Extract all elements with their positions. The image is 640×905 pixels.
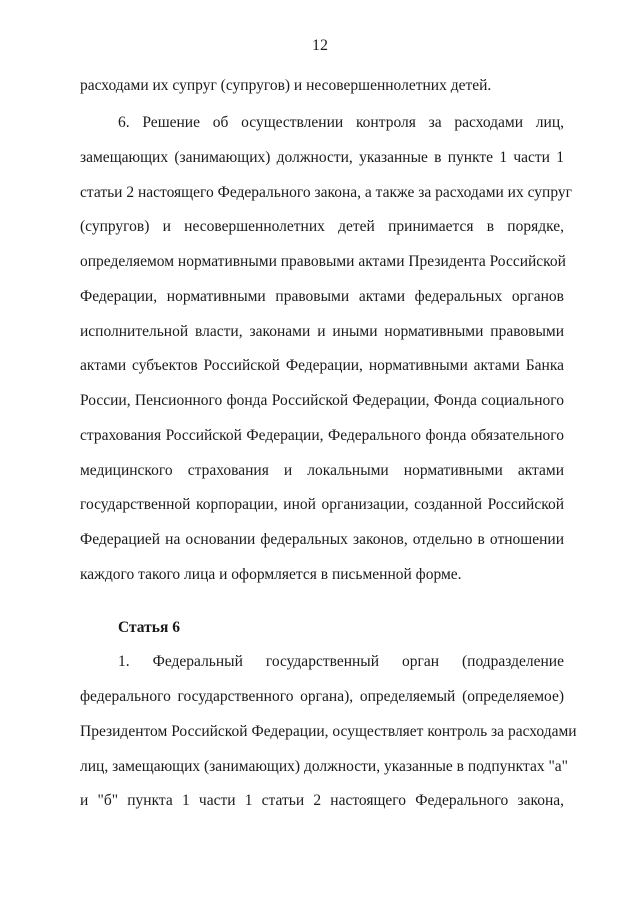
text-line: лиц, замещающих (занимающих) должности, указанные в подпунктах "а" bbox=[80, 758, 568, 775]
text-line: Федерацией на основании федеральных законов, отдельно в отношении bbox=[80, 531, 564, 548]
text-line: России, Пенсионного фонда Российской Федерации, Фонда социального bbox=[80, 392, 564, 409]
text-line: расходами их супруг (супругов) и несовершеннолетних детей. bbox=[80, 77, 492, 94]
text-line: государственной корпорации, иной организации, созданной Российской bbox=[80, 496, 564, 513]
text-line: определяемом нормативными правовыми актами Президента Российской bbox=[80, 253, 566, 270]
text-line: Президентом Российской Федерации, осуществляет контроль за расходами bbox=[80, 723, 577, 740]
text-line: замещающих (занимающих) должности, указанные в пункте 1 части 1 bbox=[80, 149, 564, 166]
page-number: 12 bbox=[312, 37, 328, 54]
text-line: каждого такого лица и оформляется в письменной форме. bbox=[80, 566, 462, 583]
article-heading: Статья 6 bbox=[118, 619, 180, 636]
text-line: Федерации, нормативными правовыми актами федеральных органов bbox=[80, 288, 564, 305]
text-line: страхования Российской Федерации, Федерального фонда обязательного bbox=[80, 427, 564, 444]
text-line: федерального государственного органа), определяемый (определяемое) bbox=[80, 688, 564, 705]
text-line: и "б" пункта 1 части 1 статьи 2 настоящего Федерального закона, bbox=[80, 792, 564, 809]
text-line: актами субъектов Российской Федерации, нормативными актами Банка bbox=[80, 357, 564, 374]
text-line: исполнительной власти, законами и иными нормативными правовыми bbox=[80, 323, 564, 340]
text-line: 6. Решение об осуществлении контроля за расходами лиц, bbox=[118, 114, 564, 131]
text-line: статьи 2 настоящего Федерального закона, а также за расходами их супруг bbox=[80, 184, 572, 201]
text-line: (супругов) и несовершеннолетних детей принимается в порядке, bbox=[80, 218, 564, 235]
text-line: 1. Федеральный государственный орган (подразделение bbox=[118, 653, 564, 670]
text-line: медицинского страхования и локальными нормативными актами bbox=[80, 462, 564, 479]
